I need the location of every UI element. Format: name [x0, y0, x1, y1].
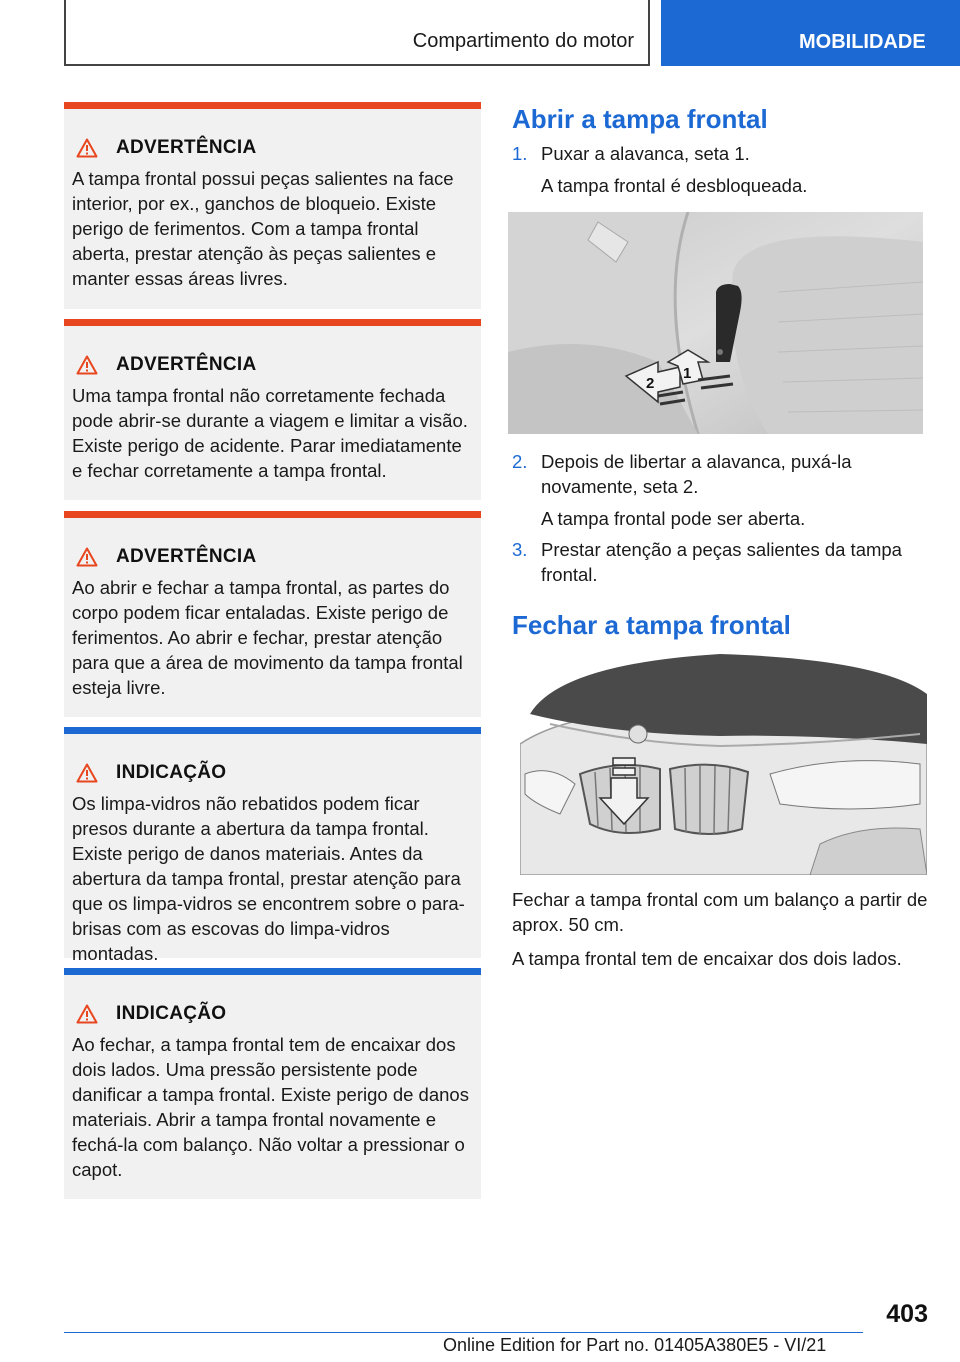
callout-type: INDICAÇÃO — [116, 1003, 227, 1024]
callout-text: Os limpa-vidros não rebatidos podem ficar presos durante a abertura da tampa frontal. Existe perigo de danos materiais. Antes da abertura da tampa frontal, prestar atenção para que os limpa-vidros se encontrem sobre o para-brisas com as escovas do limpa-vidros montadas. — [72, 793, 465, 964]
section-title: Compartimento do motor — [412, 30, 634, 52]
callout-text: Uma tampa frontal não corretamente fechada pode abrir-se durante a viagem e limitar a visão. Existe perigo de acidente. Parar imediatamente e fechar corretamente a tampa frontal. — [72, 385, 468, 481]
footer-divider — [64, 1332, 863, 1333]
step-2 — [512, 449, 932, 499]
step-text: Depois de libertar a alavanca, puxá-la novamente, seta 2. — [541, 451, 852, 497]
chapter-tab[interactable] — [661, 0, 960, 66]
notice-callout-1 — [64, 727, 481, 964]
step-1-result: A tampa frontal é desbloqueada. — [541, 175, 808, 196]
step-text: Puxar a alavanca, seta 1. — [541, 143, 750, 164]
warning-triangle-icon — [76, 1004, 98, 1024]
step-text: Prestar atenção a peças salientes da tampa frontal. — [541, 539, 902, 585]
footer-edition: Online Edition for Part no. 01405A380E5 - VI/21 — [443, 1335, 827, 1355]
callout-text: Ao abrir e fechar a tampa frontal, as partes do corpo podem ficar entaladas. Existe perigo de ferimentos. Ao abrir e fechar, prestar atenção para que a área de movimento da tampa frontal esteja livre. — [72, 577, 463, 698]
callout-text: Ao fechar, a tampa frontal tem de encaixar dos dois lados. Uma pressão persistente pode danificar a tampa frontal. Existe perigo de danos materiais. Abrir a tampa frontal novamente e fechá-la com balanço. Não voltar a pressionar o capot. — [72, 1034, 469, 1180]
warning-triangle-icon — [76, 138, 98, 158]
header-section-box — [64, 0, 650, 66]
callout-text: A tampa frontal possui peças salientes na face interior, por ex., ganchos de bloqueio. Existe perigo de ferimentos. Com a tampa frontal aberta, prestar atenção às peças salientes e manter essas áreas livres. — [72, 168, 454, 289]
page-number: 403 — [886, 1300, 928, 1328]
callout-type: ADVERTÊNCIA — [116, 354, 257, 375]
step-number: 1. — [512, 143, 528, 164]
open-heading: Abrir a tampa frontal — [512, 104, 768, 134]
hood-lever-figure — [508, 212, 923, 434]
close-heading: Fechar a tampa frontal — [512, 610, 791, 640]
callout-type: ADVERTÊNCIA — [116, 546, 257, 567]
arrow-label-1: 1 — [683, 365, 692, 382]
warning-triangle-icon — [76, 355, 98, 375]
close-paragraph-1: Fechar a tampa frontal com um balanço a partir de aprox. 50 cm. — [512, 889, 928, 935]
chapter-tab-label: MOBILIDADE — [799, 31, 926, 53]
warning-callout-2 — [64, 319, 481, 500]
warning-triangle-icon — [76, 763, 98, 783]
arrow-label-2: 2 — [646, 375, 655, 392]
close-hood-figure — [520, 654, 927, 875]
step-2-result: A tampa frontal pode ser aberta. — [541, 508, 806, 529]
warning-callout-1 — [64, 102, 481, 309]
notice-callout-2 — [64, 968, 481, 1199]
callout-type: ADVERTÊNCIA — [116, 137, 257, 158]
warning-callout-3 — [64, 511, 481, 717]
step-3 — [512, 537, 932, 587]
step-number: 3. — [512, 539, 528, 560]
callout-type: INDICAÇÃO — [116, 762, 227, 783]
close-paragraph-2: A tampa frontal tem de encaixar dos dois lados. — [512, 948, 902, 969]
step-number: 2. — [512, 451, 528, 472]
warning-triangle-icon — [76, 547, 98, 567]
step-1 — [512, 141, 932, 166]
